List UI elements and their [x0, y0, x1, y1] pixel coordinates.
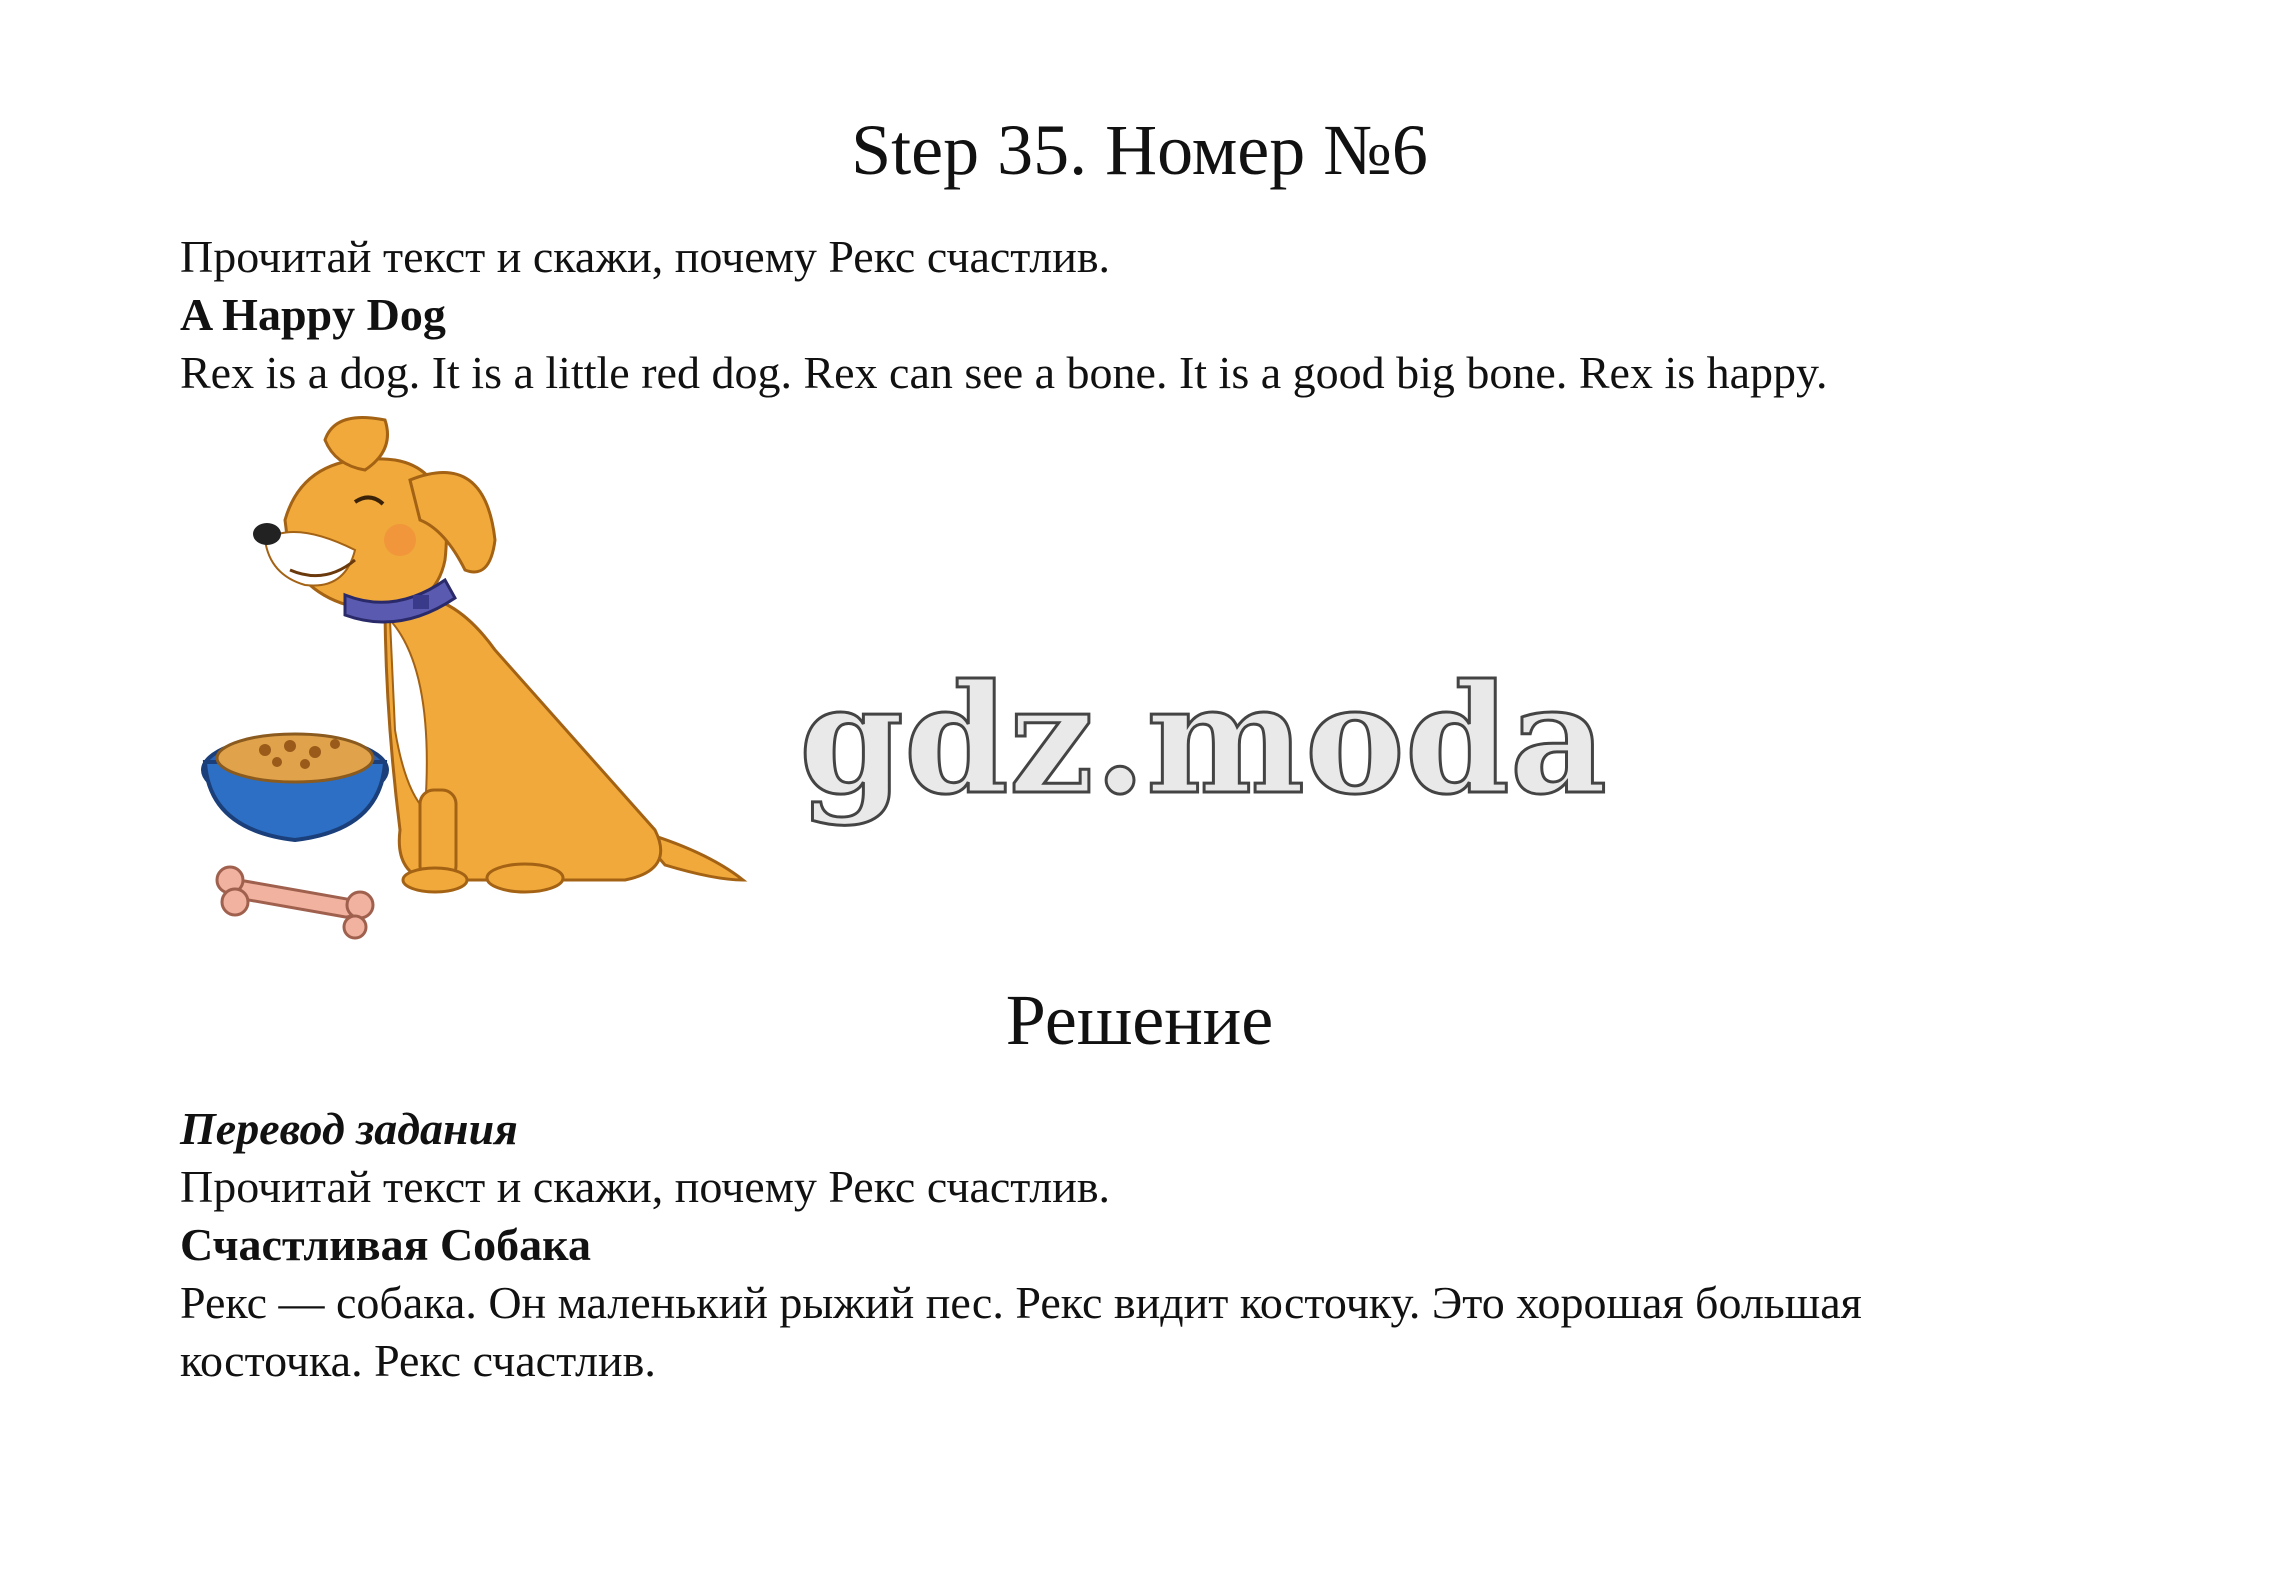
- translation-instruction: Прочитай текст и скажи, почему Рекс счастлив.: [180, 1161, 1111, 1212]
- translation-story-line-2: косточка. Рекс счастлив.: [180, 1335, 656, 1386]
- watermark-text: gdz.moda: [799, 652, 1608, 828]
- dog-illustration-icon: [195, 410, 755, 930]
- task-instruction: Прочитай текст и скажи, почему Рекс счастлив.: [180, 231, 1111, 282]
- story-text: Rex is a dog. It is a little red dog. Rex can see a bone. It is a good big bone. Rex is happy.: [180, 347, 1828, 398]
- watermark-logo: [795, 652, 1608, 830]
- translation-label: Перевод задания: [180, 1103, 518, 1154]
- solution-heading: Решение: [1005, 980, 1274, 1060]
- bone-icon: [217, 867, 373, 938]
- translation-story-title: Счастливая Собака: [180, 1219, 591, 1270]
- page-title: Step 35. Номер №6: [851, 110, 1428, 190]
- food-bowl-icon: [203, 734, 387, 840]
- story-title: A Happy Dog: [180, 289, 446, 340]
- translation-story-line-1: Рекс — собака. Он маленький рыжий пес. Рекс видит косточку. Это хорошая большая: [180, 1277, 1862, 1328]
